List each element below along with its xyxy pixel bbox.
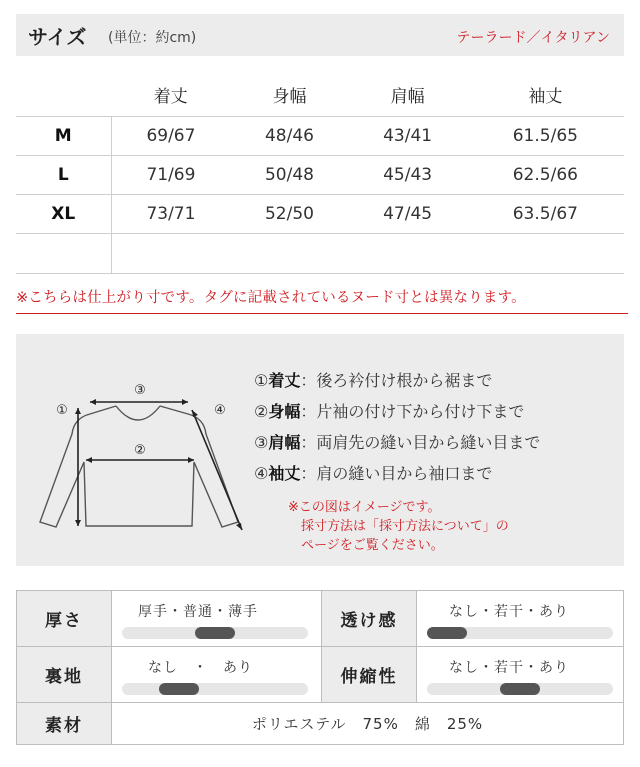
table-row <box>16 194 624 233</box>
value-lining <box>112 647 322 703</box>
finished-size-note: ※こちらは仕上がり寸です。タグに記載されているヌード寸とは異なります。 <box>16 286 628 314</box>
corner-cell <box>16 74 111 116</box>
table-cell: 73/71 <box>111 194 230 233</box>
lining-indicator <box>159 683 199 695</box>
attr-row <box>17 591 624 647</box>
thickness-options: 厚手・普通・薄手 <box>138 604 258 620</box>
table-cell: 61.5/65 <box>467 116 624 155</box>
diagram-note-line3: ページをご覧ください。 <box>301 538 444 553</box>
sleeve-arrow <box>192 410 242 530</box>
marker-4: ④ <box>214 403 226 418</box>
marker-2: ② <box>134 443 146 458</box>
fit-type-label: テーラード／イタリアン <box>456 30 610 46</box>
measure-width: ②身幅：片袖の付け下から付け下まで <box>254 402 525 421</box>
table-cell: 62.5/66 <box>467 155 624 194</box>
size-label: M <box>16 116 111 155</box>
table-cell: 69/67 <box>111 116 230 155</box>
attribute-table <box>16 590 624 745</box>
marker-3: ③ <box>134 383 146 398</box>
measure-shoulder: ③肩幅：両肩先の縫い目から縫い目まで <box>254 433 541 452</box>
label-material: 素材 <box>17 703 112 745</box>
table-cell: 45/43 <box>349 155 467 194</box>
lining-options: なし ・ あり <box>148 660 253 676</box>
diagram-note-line1: ※この図はイメージです。 <box>288 500 441 515</box>
unit-label: (単位：約cm) <box>108 30 197 46</box>
table-cell: 47/45 <box>349 194 467 233</box>
table-cell: 43/41 <box>349 116 467 155</box>
label-stretch: 伸縮性 <box>322 647 417 703</box>
value-stretch <box>417 647 624 703</box>
lining-scale <box>122 683 308 695</box>
table-cell: 52/50 <box>230 194 348 233</box>
label-sheerness: 透け感 <box>322 591 417 647</box>
size-label: XL <box>16 194 111 233</box>
table-row <box>16 116 624 155</box>
table-cell: 50/48 <box>230 155 348 194</box>
sheerness-scale <box>427 627 613 639</box>
size-header <box>16 14 624 56</box>
garment-diagram <box>30 354 250 554</box>
sheerness-indicator <box>427 627 467 639</box>
label-lining: 裏地 <box>17 647 112 703</box>
col-shoulder: 肩幅 <box>390 87 425 108</box>
size-table-header <box>16 74 624 116</box>
value-sheerness <box>417 591 624 647</box>
value-material <box>112 703 624 745</box>
measure-sleeve: ④袖丈：肩の縫い目から袖口まで <box>254 464 493 483</box>
stretch-scale <box>427 683 613 695</box>
col-length: 着丈 <box>153 87 188 108</box>
stretch-indicator <box>500 683 540 695</box>
garment-outline <box>40 406 238 527</box>
marker-1: ① <box>56 403 68 418</box>
table-cell: 71/69 <box>111 155 230 194</box>
label-thickness: 厚さ <box>17 591 112 647</box>
value-thickness <box>112 591 322 647</box>
col-sleeve: 袖丈 <box>528 87 563 108</box>
size-label: L <box>16 155 111 194</box>
size-title: サイズ <box>28 25 87 49</box>
material-composition: ポリエステル 75% 綿 25% <box>251 714 484 733</box>
table-cell: 48/46 <box>230 116 348 155</box>
attr-row <box>17 647 624 703</box>
stretch-options: なし・若干・あり <box>449 660 569 676</box>
thickness-scale <box>122 627 308 639</box>
empty-row <box>16 233 624 273</box>
thickness-indicator <box>195 627 235 639</box>
size-table <box>16 74 624 274</box>
sheerness-options: なし・若干・あり <box>449 604 569 620</box>
diagram-note-line2: 採寸方法は「採寸方法について」の <box>301 519 509 534</box>
measurement-guide <box>16 334 624 566</box>
table-row <box>16 155 624 194</box>
table-cell: 63.5/67 <box>467 194 624 233</box>
measure-length: ①着丈：後ろ衿付け根から裾まで <box>254 371 493 390</box>
attr-row <box>17 703 624 745</box>
col-width: 身幅 <box>272 87 307 108</box>
